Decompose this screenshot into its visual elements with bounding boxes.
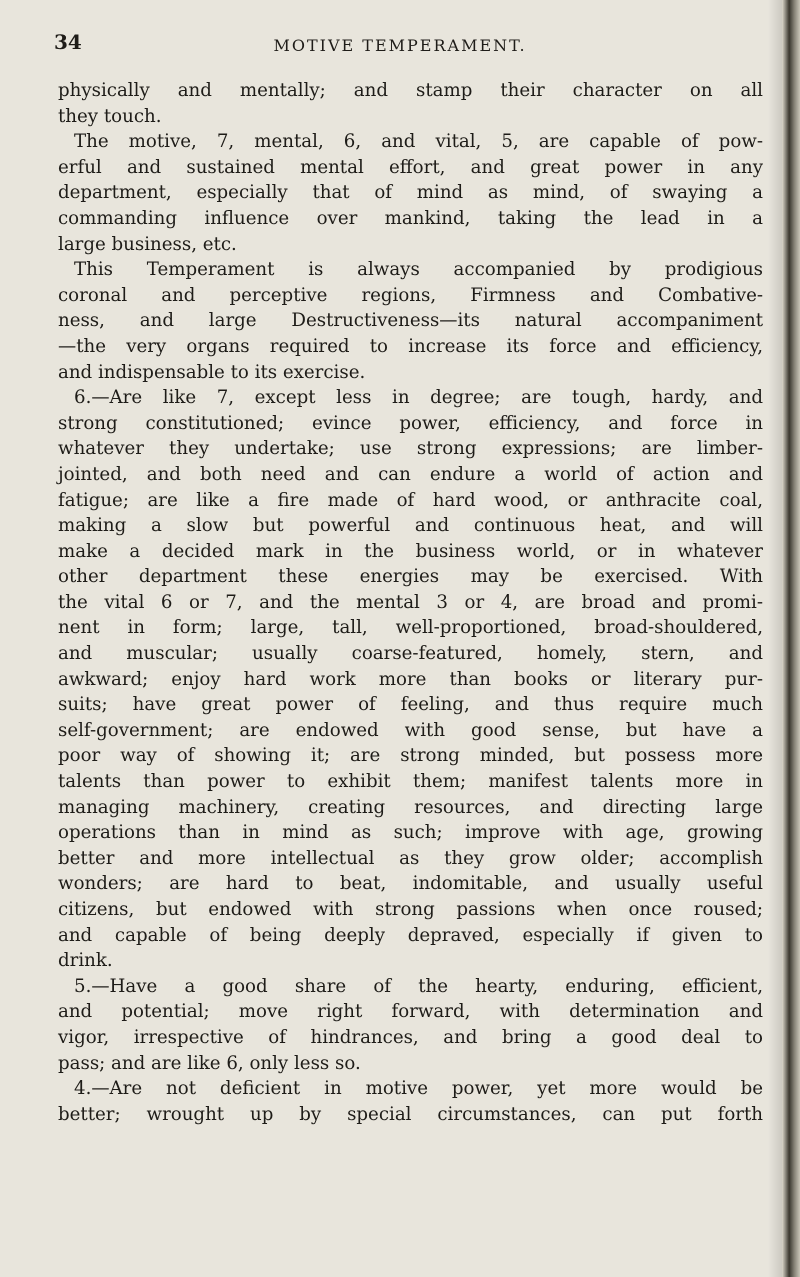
text-line: operations than in mind as such; improve with age, growing xyxy=(58,822,763,844)
text-line: and potential; move right forward, with determination and xyxy=(58,1001,763,1023)
text-line: whatever they undertake; use strong expressions; are limber- xyxy=(58,438,763,460)
text-line: vigor, irrespective of hindrances, and bring a good deal to xyxy=(58,1026,763,1048)
text-line: commanding influence over mankind, taking the lead in a xyxy=(58,207,763,229)
text-line: managing machinery, creating resources, and directing large xyxy=(58,796,763,818)
text-line: they touch. xyxy=(58,105,162,127)
text-line: 4.—Are not deficient in motive power, yet more would be xyxy=(74,1078,763,1100)
text-line: self-government; are endowed with good sense, but have a xyxy=(58,719,763,741)
text-line: suits; have great power of feeling, and thus require much xyxy=(58,694,763,716)
text-line: better and more intellectual as they grow older; accomplish xyxy=(58,847,763,869)
text-line: 6.—Are like 7, except less in degree; are tough, hardy, and xyxy=(74,387,763,409)
text-line: talents than power to exhibit them; manifest talents more in xyxy=(58,771,763,793)
text-line: awkward; enjoy hard work more than books or literary pur- xyxy=(58,668,763,690)
text-line: and muscular; usually coarse-featured, homely, stern, and xyxy=(58,643,763,665)
text-line: other department these energies may be exercised. With xyxy=(58,566,763,588)
text-line: better; wrought up by special circumstances, can put forth xyxy=(58,1103,763,1125)
text-line: and capable of being deeply depraved, especially if given to xyxy=(58,924,763,946)
body-text xyxy=(58,78,763,1127)
text-line: the vital 6 or 7, and the mental 3 or 4, are broad and promi- xyxy=(58,591,763,613)
text-line: poor way of showing it; are strong minded, but possess more xyxy=(58,745,763,767)
text-line: ness, and large Destructiveness—its natural accompaniment xyxy=(58,310,763,332)
text-line: erful and sustained mental effort, and great power in any xyxy=(58,156,763,178)
text-line: strong constitutioned; evince power, efficiency, and force in xyxy=(58,412,763,434)
text-line: 5.—Have a good share of the hearty, enduring, efficient, xyxy=(74,975,763,997)
page-edge-shadow xyxy=(768,0,782,1277)
text-line: jointed, and both need and can endure a world of action and xyxy=(58,463,763,485)
page-number: 34 xyxy=(54,30,82,54)
text-line: citizens, but endowed with strong passions when once roused; xyxy=(58,899,763,920)
text-line: making a slow but powerful and continuous heat, and will xyxy=(58,515,763,537)
text-line: nent in form; large, tall, well-proportioned, broad-shouldered, xyxy=(58,617,763,639)
text-line: coronal and perceptive regions, Firmness and Combative- xyxy=(58,284,763,306)
text-line: physically and mentally; and stamp their character on all xyxy=(58,80,763,101)
text-line: pass; and are like 6, only less so. xyxy=(58,1052,361,1074)
text-line: make a decided mark in the business world, or in whatever xyxy=(58,540,763,562)
text-line: wonders; are hard to beat, indomitable, and usually useful xyxy=(58,873,763,895)
running-head: MOTIVE TEMPERAMENT. xyxy=(273,36,527,55)
page-edge xyxy=(782,0,800,1277)
text-line: fatigue; are like a fire made of hard wood, or anthracite coal, xyxy=(58,489,763,511)
text-line: department, especially that of mind as mind, of swaying a xyxy=(58,182,763,204)
text-line: large business, etc. xyxy=(58,233,237,255)
text-line: and indispensable to its exercise. xyxy=(58,361,366,383)
text-line: This Temperament is always accompanied by prodigious xyxy=(74,259,763,281)
text-line: The motive, 7, mental, 6, and vital, 5, are capable of pow- xyxy=(74,131,763,153)
text-line: —the very organs required to increase its force and efficiency, xyxy=(58,335,763,357)
text-line: drink. xyxy=(58,950,113,972)
